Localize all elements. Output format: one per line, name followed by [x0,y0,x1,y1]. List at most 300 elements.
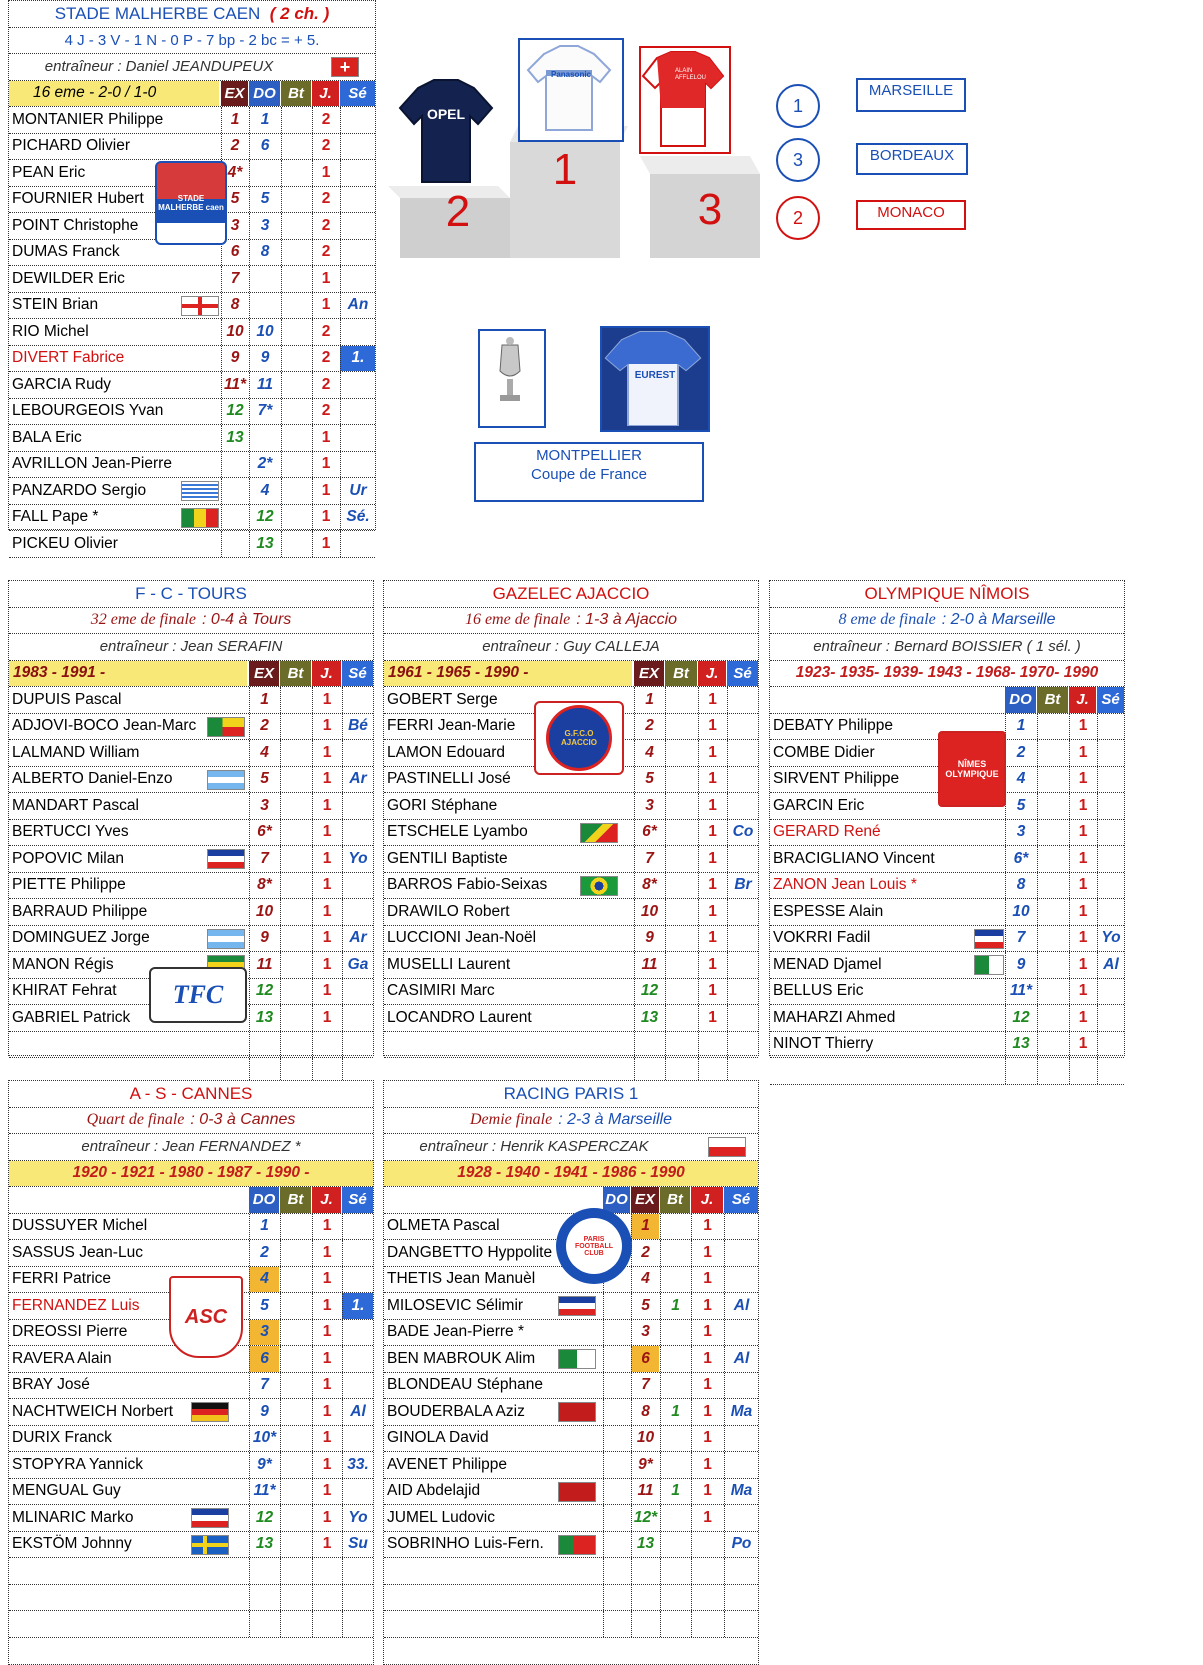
player-matches: 1 [312,1214,341,1240]
tours-round: 32 eme de finale [90,611,197,629]
player-name: OLMETA Pascal [387,1217,500,1235]
player-selection [342,687,373,713]
player-cell [1037,952,1068,978]
player-selection [340,266,375,292]
player-number: 2 [249,1240,279,1266]
player-selection [1097,846,1124,872]
player-number: 1 [634,687,664,713]
player-selection [342,1346,373,1372]
tours-player-row [9,793,373,820]
cannes-title: A - S - CANNES [129,1083,253,1103]
player-selection [342,1426,373,1452]
player-number: 4 [249,1267,279,1293]
player-number: 5 [249,1293,279,1319]
racing-title-row [384,1081,758,1108]
nimes-header-row [770,687,1124,714]
player-cell [280,1240,311,1266]
player-matches: 1 [698,767,726,793]
player-number: 5 [634,767,664,793]
player-matches: 1 [698,793,726,819]
racing-round-row [384,1108,758,1135]
player-cell [280,1214,311,1240]
player-selection: Bé [342,714,373,740]
player-cell [665,899,697,925]
player-cell [280,1426,311,1452]
player-cell [1037,1005,1068,1031]
player-cell [312,1032,341,1058]
caen-champ: ( 2 ch. ) [269,3,330,23]
player-goals [660,1452,690,1478]
player-ex-number: 8 [221,293,248,319]
player-matches: 1 [312,1005,341,1031]
caen-player-row [9,399,375,426]
player-selection: Al [724,1346,758,1372]
cannes-head [9,1081,373,1214]
player-goals [660,1267,690,1293]
player-matches: 1 [312,1346,341,1372]
player-matches: 1 [698,979,726,1005]
player-cell [280,687,311,713]
player-matches: 1 [312,1267,341,1293]
player-number: 1 [249,1214,279,1240]
player-goals: 1 [660,1399,690,1425]
player-goals [660,1505,690,1531]
player-matches: 1 [698,1005,726,1031]
ajaccio-header-ex: EX [634,661,664,687]
player-cell [1037,1032,1068,1058]
player-matches: 1 [312,531,339,557]
cannes-player-row [9,1426,373,1453]
player-name: PANZARDO Sergio [12,481,147,499]
player-cell [280,1505,311,1531]
player-name: AVRILLON Jean-Pierre [12,455,172,473]
cannes-round-row [9,1108,373,1135]
player-name: FERRI Patrice [12,1270,112,1288]
player-cell [280,793,311,819]
player-matches: 1 [1069,873,1096,899]
ajaccio-crest-text: G.F.C.O AJACCIO [560,729,597,747]
morocco-flag-icon [558,1482,596,1502]
player-selection [340,160,375,186]
marseille-jersey-card [518,38,624,142]
cannes-crest-logo [169,1276,243,1358]
tours-title: F - C - TOURS [135,583,247,603]
player-matches: 1 [312,293,339,319]
nimes-round-text [770,608,1124,634]
nimes-panel [769,580,1125,1056]
player-name: GARCIA Rudy [12,375,112,393]
racing-roster [384,1214,758,1638]
tours-crest-logo [149,967,247,1023]
player-ex-number: 3 [221,213,248,239]
player-cell [1037,846,1068,872]
player-name: MANDART Pascal [12,796,139,814]
cannes-player-row [9,1452,373,1479]
player-number: 12 [634,979,664,1005]
player-cell [312,1611,341,1637]
player-number: 2 [249,714,279,740]
player-name: BALA Eric [12,428,82,446]
player-selection: Sé. [340,505,375,531]
caen-player-row [9,293,375,320]
player-matches: 1 [312,1293,341,1319]
player-cell [342,1032,373,1058]
tours-coach: entraîneur : Jean SERAFIN [99,638,283,656]
player-ex-number [221,531,248,557]
player-selection [342,1320,373,1346]
player-cell [280,1293,311,1319]
player-name: SASSUS Jean-Luc [12,1243,143,1261]
ajaccio-coach-row [384,634,758,661]
tours-empty-row [9,1032,373,1059]
player-name: GOBERT Serge [387,690,498,708]
ajaccio-header-bt: Bt [665,661,697,687]
player-selection [724,1426,758,1452]
player-name: BARROS Fabio-Seixas [387,876,548,894]
racing-player-row [384,1505,758,1532]
player-cell [342,1558,373,1584]
player-matches: 1 [312,899,341,925]
cannes-header-sé: Sé [342,1187,373,1213]
player-selection [724,1452,758,1478]
player-do-number [249,425,280,451]
player-selection [342,1267,373,1293]
player-matches: 2 [312,187,339,213]
player-cell [1069,1058,1096,1084]
player-cell [280,820,311,846]
player-selection [342,740,373,766]
player-goals [660,1346,690,1372]
ranking-team-2 [856,143,968,175]
jersey-3-sponsor: ALAIN AFFLELOU [675,68,707,81]
player-number: 3 [631,1320,659,1346]
player-name: GINOLA David [387,1429,489,1447]
caen-coach-row [9,54,375,81]
ajaccio-crest-emblem [546,705,612,771]
cannes-years: 1920 - 1921 - 1980 - 1987 - 1990 - [9,1161,373,1187]
ranking-team-1 [856,78,966,112]
player-selection: Yo [1097,926,1124,952]
nimes-crest-logo [938,731,1006,807]
player-bt-cell [281,134,311,160]
player-matches: 1 [691,1479,723,1505]
player-name: DUSSUYER Michel [12,1217,148,1235]
player-matches: 1 [312,505,339,531]
player-name: BADE Jean-Pierre * [387,1323,524,1341]
caen-header-do: DO [249,81,280,107]
ajaccio-player-row [384,820,758,847]
player-matches: 1 [1069,820,1096,846]
player-matches: 1 [312,820,341,846]
player-matches: 1 [1069,1032,1096,1058]
ajaccio-player-row [384,1005,758,1032]
caen-player-row [9,478,375,505]
player-selection [724,1505,758,1531]
player-cell [603,1611,630,1637]
player-matches: 1 [1069,740,1096,766]
player-cell [280,1346,311,1372]
argentina-flag-icon [207,929,245,949]
player-selection [727,952,758,978]
player-matches: 2 [312,319,339,345]
player-selection: Ga [342,952,373,978]
player-matches: 1 [312,1373,341,1399]
player-selection [340,425,375,451]
ajaccio-header-sé: Sé [727,661,758,687]
player-matches: 1 [312,1532,341,1558]
player-goals [660,1214,690,1240]
player-matches: 1 [312,740,341,766]
tours-score: : 0-4 à Tours [202,611,292,629]
player-cell [1037,979,1068,1005]
ranking-badge-2 [776,138,820,182]
player-cell [665,793,697,819]
player-cell [665,1032,697,1058]
player-name: MENAD Djamel [773,955,882,973]
player-matches: 1 [312,767,341,793]
player-number: 12* [631,1505,659,1531]
player-name: FERNANDEZ Luis [12,1296,140,1314]
player-number: 6 [631,1346,659,1372]
player-number: 13 [634,1005,664,1031]
player-do-number: 12 [249,505,280,531]
ajaccio-score: : 1-3 à Ajaccio [576,611,678,629]
player-do-number: 6 [249,134,280,160]
nimes-coach: entraîneur : Bernard BOISSIER ( 1 sél. ) [813,638,1081,656]
cannes-player-row [9,1399,373,1426]
tours-crest-text: TFC [172,980,224,1009]
cannes-coach: entraîneur : Jean FERNANDEZ * [81,1138,301,1156]
player-matches: 1 [312,1399,341,1425]
player-name: CASIMIRI Marc [387,982,495,1000]
ajaccio-player-row [384,979,758,1006]
player-selection [340,213,375,239]
player-cell [249,1558,279,1584]
ajaccio-round-row [384,608,758,635]
player-cell [724,1611,758,1637]
player-cell [665,820,697,846]
cannes-player-row [9,1240,373,1267]
player-cell [634,1032,664,1058]
player-cell [342,1585,373,1611]
ranking-badge-3-text: 2 [792,207,803,228]
player-selection: Po [724,1532,758,1558]
racing-player-row [384,1373,758,1400]
trophy-icon [480,331,540,422]
player-selection [340,399,375,425]
player-name: DOMINGUEZ Jorge [12,929,150,947]
player-matches: 1 [312,1240,341,1266]
player-number: 8 [631,1399,659,1425]
player-name: DRAWILO Robert [387,902,510,920]
caen-header-ex: EX [221,81,248,107]
caen-player-row [9,266,375,293]
cannes-header-row [9,1187,373,1214]
ranking-team-2-name: BORDEAUX [869,147,955,164]
player-cell [691,1585,723,1611]
ajaccio-years-row [384,661,758,688]
white-jersey-icon [520,40,618,136]
player-matches: 1 [1069,926,1096,952]
player-selection [342,1005,373,1031]
player-selection [342,1214,373,1240]
ranking-badge-1 [776,84,820,128]
player-name: SIRVENT Philippe [773,770,900,788]
player-name: BERTUCCI Yves [12,823,129,841]
ajaccio-title-row [384,581,758,608]
player-cell [280,1320,311,1346]
player-bt-cell [281,425,311,451]
player-name: NACHTWEICH Norbert [12,1402,174,1420]
nimes-empty-row [770,1058,1124,1085]
player-cell [280,846,311,872]
player-ex-number: 13 [221,425,248,451]
cannes-coach-row [9,1134,373,1161]
ajaccio-player-row [384,952,758,979]
racing-crest-emblem [566,1218,622,1274]
player-selection [342,1479,373,1505]
nimes-header-do: DO [1005,687,1036,713]
player-cell [691,1611,723,1637]
player-cell [1037,793,1068,819]
player-matches: 1 [1069,846,1096,872]
caen-player-row [9,134,375,161]
player-name: POPOVIC Milan [12,849,124,867]
england-flag-icon [181,296,219,316]
player-goals [660,1320,690,1346]
player-name: POINT Christophe [12,216,139,234]
bordeaux-jersey-card [396,76,496,186]
player-selection: 33. [342,1452,373,1478]
player-name: PICHARD Olivier [12,137,130,155]
tours-roster [9,687,373,1085]
player-cell [280,1373,311,1399]
racing-head [384,1081,758,1214]
racing-player-row [384,1479,758,1506]
player-cell [665,687,697,713]
player-cell [280,1479,311,1505]
player-name: KHIRAT Fehrat [12,982,117,1000]
player-cell [249,1611,279,1637]
player-selection [727,767,758,793]
senegal-flag-icon [181,508,219,528]
racing-empty-row [384,1558,758,1585]
player-do-number: 2* [249,452,280,478]
player-number: 2 [634,714,664,740]
nimes-round: 8 eme de finale [838,611,936,629]
player-number: 12 [249,1505,279,1531]
player-name: DEBATY Philippe [773,717,894,735]
player-number: 13 [631,1532,659,1558]
player-cell [1037,740,1068,766]
cup-trophy-card [478,329,546,428]
player-name: DREOSSI Pierre [12,1323,128,1341]
player-ex-number [221,478,248,504]
player-matches: 1 [698,740,726,766]
player-ex-number: 1 [221,107,248,133]
player-bt-cell [281,187,311,213]
racing-round-text [384,1108,758,1134]
player-selection: Co [727,820,758,846]
player-bt-cell [281,531,311,557]
racing-player-row [384,1426,758,1453]
cannes-header-j: J. [312,1187,341,1213]
player-cell [665,1005,697,1031]
player-cell [1037,1058,1068,1084]
racing-player-row [384,1320,758,1347]
caen-title-row [9,1,375,28]
player-number: 9 [249,926,279,952]
player-do-number: 1 [249,107,280,133]
player-cell [660,1558,690,1584]
player-cell [631,1585,659,1611]
ajaccio-round: 16 eme de finale [464,611,571,629]
player-matches: 1 [691,1293,723,1319]
player-selection: Ma [724,1479,758,1505]
player-name: LOCANDRO Laurent [387,1008,532,1026]
player-do-number: 3 [249,213,280,239]
player-number: 12 [249,979,279,1005]
player-ex-number: 10 [221,319,248,345]
player-matches: 1 [312,452,339,478]
player-selection: 1. [340,346,375,372]
racing-player-row [384,1293,758,1320]
player-bt-cell [281,399,311,425]
player-number: 7 [634,846,664,872]
player-selection: Ma [724,1399,758,1425]
player-name: FOURNIER Hubert [12,190,144,208]
player-selection: Al [342,1399,373,1425]
player-cell [665,926,697,952]
player-name: PEAN Eric [12,163,86,181]
racing-coach: entraîneur : Henrik KASPERCZAK [419,1138,649,1156]
nimes-header-j: J. [1069,687,1096,713]
player-cell [280,714,311,740]
player-cell [1037,767,1068,793]
cup-winner-team: MONTPELLIER [536,447,642,464]
congo-flag-icon [580,823,618,843]
player-name: MENGUAL Guy [12,1482,121,1500]
player-selection [1097,820,1124,846]
player-cell [280,952,311,978]
player-name: ETSCHELE Lyambo [387,823,528,841]
uruguay-flag-icon [181,481,219,501]
ranking-badge-3 [776,196,820,240]
cannes-score: : 0-3 à Cannes [190,1111,296,1129]
player-number: 5 [1005,793,1036,819]
ranking-badge-2-text: 3 [792,149,803,170]
montpellier-shirt-sponsor: EUREST [634,370,676,381]
player-cell [631,1558,659,1584]
player-selection [724,1373,758,1399]
ajaccio-player-row [384,926,758,953]
player-selection: Al [1097,952,1124,978]
player-name: VOKRRI Fadil [773,929,871,947]
player-matches: 1 [698,952,726,978]
yugoslavia-flag-icon [207,849,245,869]
racing-header-sé: Sé [724,1187,758,1213]
caen-coach: entraîneur : Daniel JEANDUPEUX [44,58,274,76]
racing-round: Demie finale [469,1111,553,1129]
player-matches: 1 [1069,767,1096,793]
player-cell [603,1373,630,1399]
player-name: GARCIN Eric [773,796,865,814]
tours-header-ex: EX [249,661,279,687]
tours-player-row [9,740,373,767]
player-selection: Br [727,873,758,899]
player-number: 6 [249,1346,279,1372]
player-name: DURIX Franck [12,1429,112,1447]
